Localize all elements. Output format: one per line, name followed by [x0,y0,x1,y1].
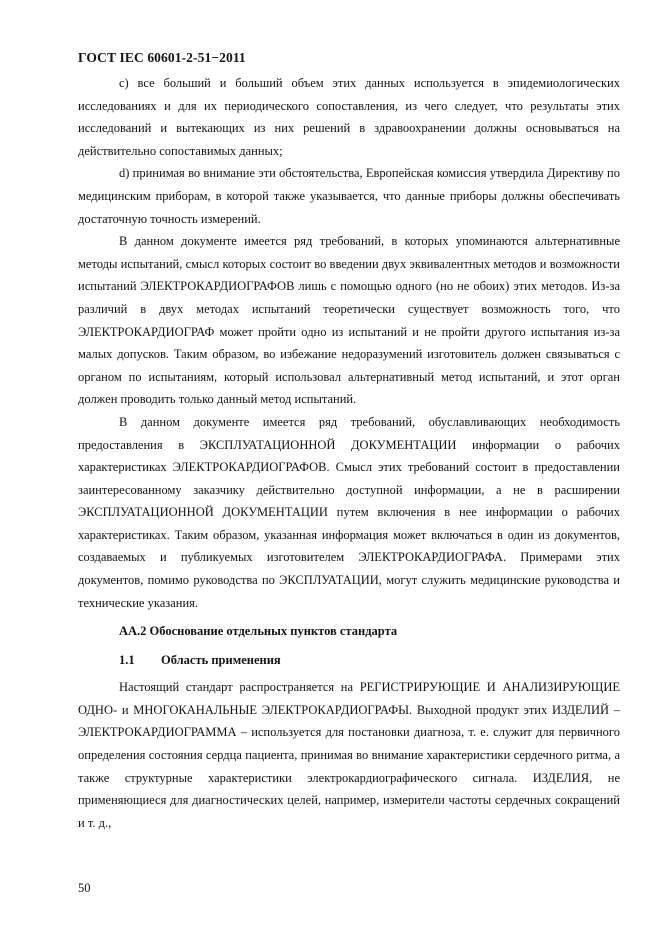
document-body [78,72,620,834]
paragraph-c: c) все больший и больший объем этих данных используется в эпидемиологических исследованиях и для их периодического сопоставления, из чего следует, что результаты этих исследований и вытекающих из них решений в здравоохранении должны основываться на действительно сопоставимых данных; [78,76,620,158]
subsection-heading [78,647,620,674]
subsection-number: 1.1 [119,653,135,668]
paragraph-scope: Настоящий стандарт распространяется на РЕГИСТРИРУЮЩИЕ И АНАЛИЗИРУЮЩИЕ ОДНО- и МНОГОКАНАЛЬНЫЕ ЭЛЕКТРОКАРДИОГРАФЫ. Выходной продукт этих ИЗДЕЛИЙ – ЭЛЕКТРОКАРДИОГРАММА – используется для постановки диагноза, т. е. служит для первичного определения состояния сердца пациента, принимая во внимание характеристики сердечного ритма, а также структурные характеристики электрокардиографического сигнала. ИЗДЕЛИЯ, не применяющиеся для диагностических целей, например, измерители частоты сердечных сокращений и т. д., [78,680,620,830]
paragraph-d: d) принимая во внимание эти обстоятельства, Европейская комиссия утвердила Директиву по медицинским приборам, в которой также указывается, что данные приборы должны обеспечивать достаточную точность измерений. [78,166,620,226]
paragraph-operational-docs: В данном документе имеется ряд требований, обуславливающих необходимость предоставления в ЭКСПЛУАТАЦИОННОЙ ДОКУМЕНТАЦИИ информации о рабочих характеристиках ЭЛЕКТРОКАРДИОГРАФОВ. Смысл этих требований состоит в предоставлении заинтересованному заказчику действительно доступной информации, а не в расширении ЭКСПЛУАТАЦИОННОЙ ДОКУМЕНТАЦИИ путем включения в нее информации о рабочих характеристиках. Таким образом, указанная информация может включаться в один из документов, создаваемых и публикуемых изготовителем ЭЛЕКТРОКАРДИОГРАФА. Примерами этих документов, помимо руководства по ЭКСПЛУАТАЦИИ, могут служить медицинские руководства и технические указания. [78,414,620,610]
paragraph-alternative-methods: В данном документе имеется ряд требований, в которых упоминаются альтернативные методы испытаний, смысл которых состоит во введении двух эквивалентных методов и возможности испытаний ЭЛЕКТРОКАРДИОГРАФОВ лишь с помощью одного (но не обоих) этих методов. Из-за различий в двух методах испытаний теоретически существует возможность того, что ЭЛЕКТРОКАРДИОГРАФ может пройти одно из испытаний и не пройти другого испытания из-за малых допусков. Таким образом, во избежание недоразумений изготовитель должен связываться с органом по испытаниям, который использовал альтернативный метод испытаний, и этот орган должен проводить только данный метод испытаний. [78,234,620,407]
subsection-title: Область применения [161,653,281,668]
page-number: 50 [78,881,91,895]
standard-header: ГОСТ IEC 60601-2-51−2011 [78,50,246,65]
section-heading: АА.2 Обоснование отдельных пунктов стандарта [119,624,398,639]
